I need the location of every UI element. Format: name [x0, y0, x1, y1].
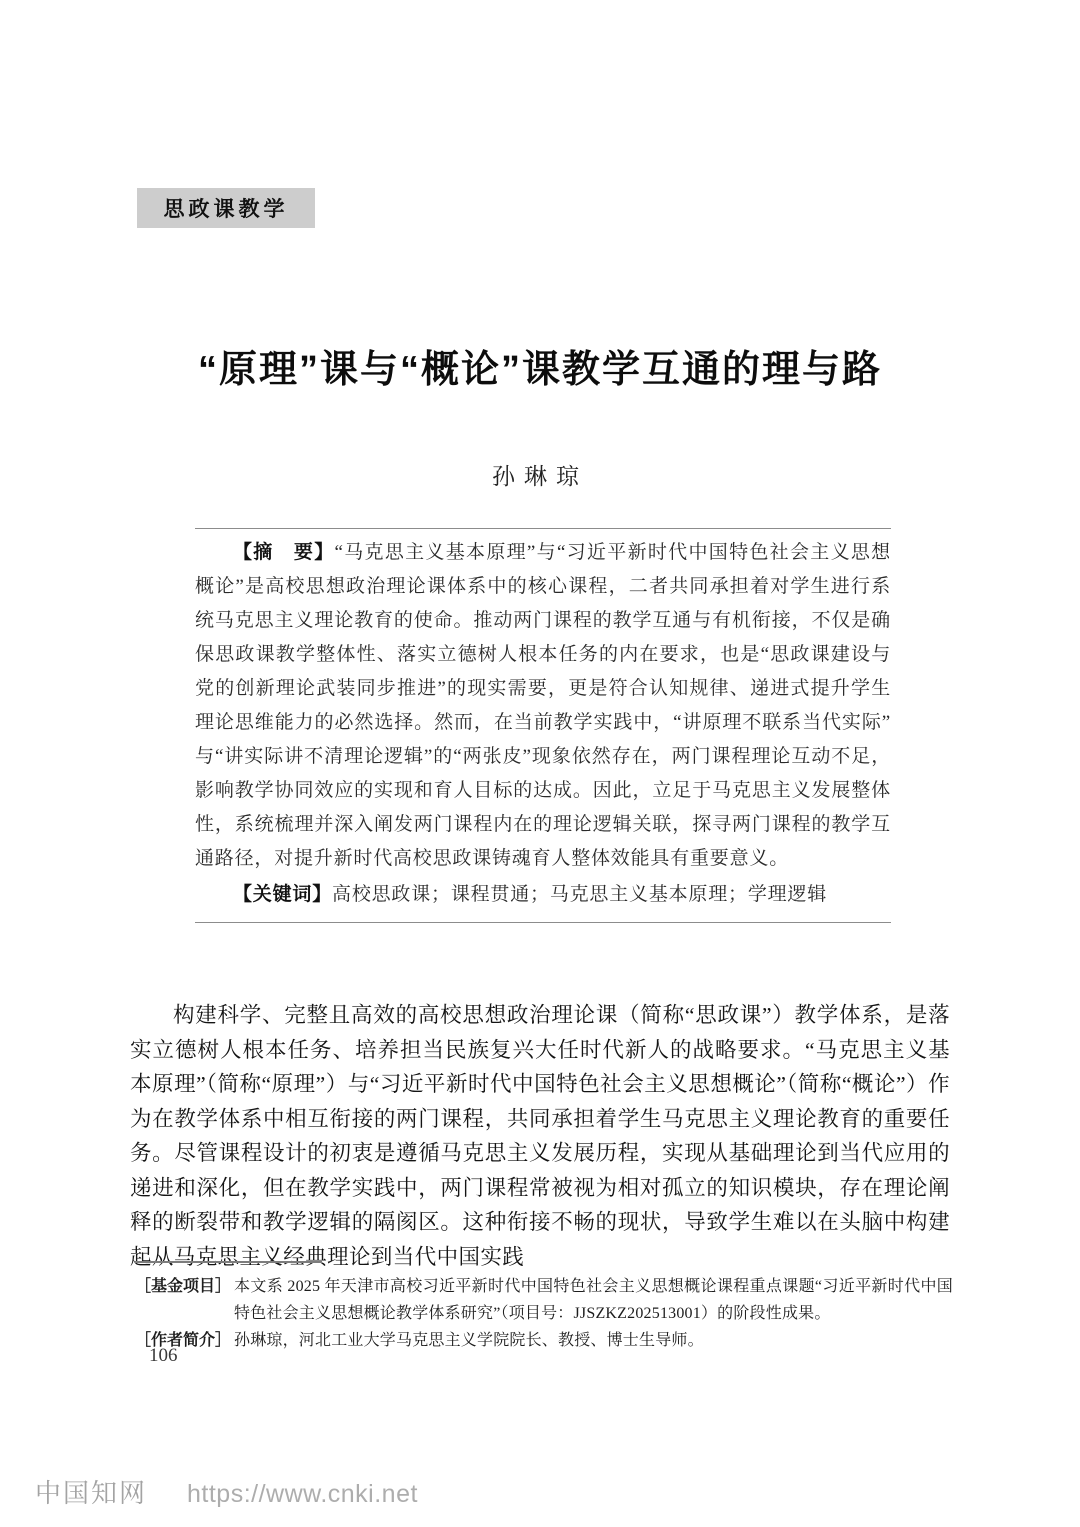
author-name: 孙琳琼: [492, 464, 588, 489]
abstract-paragraph: [195, 536, 891, 876]
body-paragraph: 构建科学、完整且高效的高校思想政治理论课（简称“思政课”）教学体系，是落实立德树人根本任务、培养担当民族复兴大任时代新人的战略要求。“马克思主义基本原理”（简称“原理”）与“习近平新时代中国特色社会主义思想概论”（简称“概论”）作为在教学体系中相互衔接的两门课程，共同承担着学生马克思主义理论教育的重要任务。尽管课程设计的初衷是遵循马克思主义发展历程，实现从基础理论到当代应用的递进和深化，但在教学实践中，两门课程常被视为相对孤立的知识模块，存在理论阐释的断裂带和教学逻辑的隔阂区。这种衔接不畅的现状，导致学生难以在头脑中构建起从马克思主义经典理论到当代中国实践: [130, 1003, 950, 1269]
category-badge: 思政课教学: [137, 188, 315, 228]
footnote-author-bio: [135, 1327, 953, 1354]
cnki-site-url: https://www.cnki.net: [187, 1480, 418, 1508]
page-number: 106: [149, 1345, 178, 1366]
footnote-bio-text: 孙琳琼，河北工业大学马克思主义学院院长、教授、博士生导师。: [234, 1332, 704, 1349]
footnotes-block: [135, 1273, 953, 1354]
footnote-fund-text: 本文系 2025 年天津市高校习近平新时代中国特色社会主义思想概论课程重点课题“习近平新时代中国特色社会主义思想概论教学体系研究”（项目号：JJSZKZ202513001）的阶段性成果。: [234, 1278, 953, 1322]
keywords-label: 【关键词】: [233, 884, 333, 905]
footnote-bio-label: ［作者简介］: [135, 1332, 232, 1349]
keywords-text: 高校思政课；课程贯通；马克思主义基本原理；学理逻辑: [332, 884, 828, 905]
cnki-site-name: 中国知网: [35, 1478, 148, 1508]
page-title: “原理”课与“概论”课教学互通的理与路: [197, 349, 882, 391]
cnki-watermark: [35, 1473, 418, 1510]
footnote-fund-label: ［基金项目］: [135, 1278, 232, 1295]
keywords-paragraph: [195, 878, 891, 912]
abstract-section: [195, 528, 891, 923]
abstract-text: “马克思主义基本原理”与“习近平新时代中国特色社会主义思想概论”是高校思想政治理论课体系中的核心课程，二者共同承担着对学生进行系统马克思主义理论教育的使命。推动两门课程的教学互通与有机衔接，不仅是确保思政课教学整体性、落实立德树人根本任务的内在要求，也是“思政课建设与党的创新理论武装同步推进”的现实需要，更是符合认知规律、递进式提升学生理论思维能力的必然选择。然而，在当前教学实践中，“讲原理不联系当代实际”与“讲实际讲不清理论逻辑”的“两张皮”现象依然存在，两门课程理论互动不足，影响教学协同效应的实现和育人目标的达成。因此，立足于马克思主义发展整体性，系统梳理并深入阐发两门课程内在的理论逻辑关联，探寻两门课程的教学互通路径，对提升新时代高校思政课铸魂育人整体效能具有重要意义。: [195, 542, 891, 869]
footnote-fund-project: [135, 1273, 953, 1327]
abstract-label: 【摘 要】: [233, 542, 335, 563]
footnote-separator: [135, 1261, 322, 1263]
